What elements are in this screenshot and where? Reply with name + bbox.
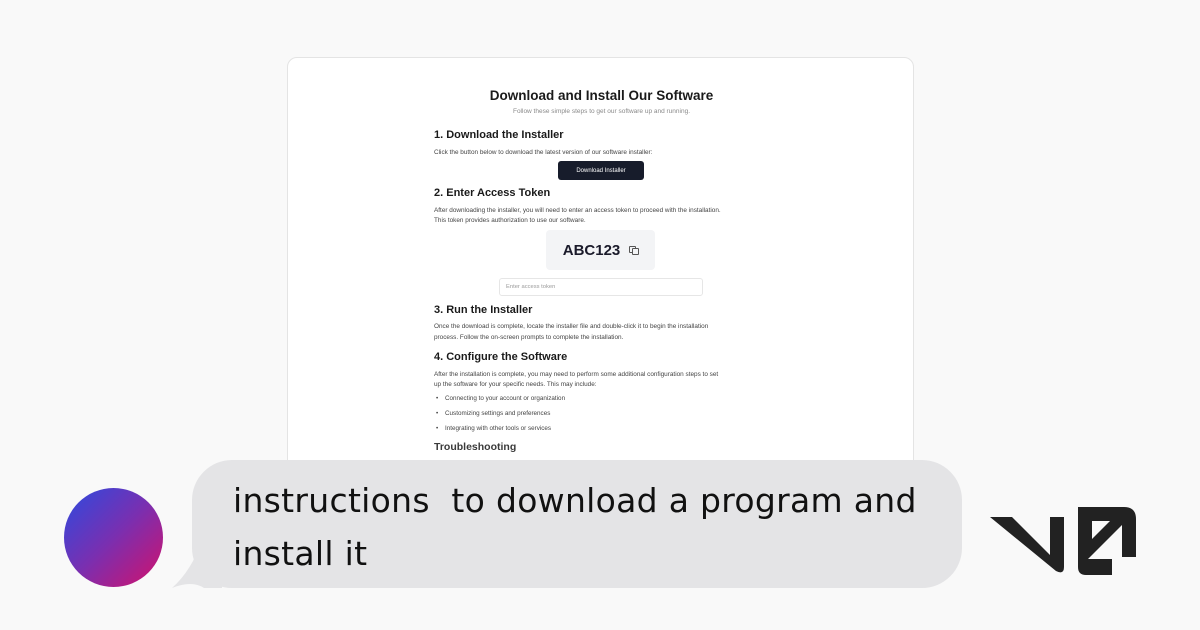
step-2-text-line2: This token provides authorization to use our software.: [434, 217, 586, 224]
step-4-text-line2: up the software for your specific needs. This may include:: [434, 381, 597, 388]
step-3-text-line2: process. Follow the on-screen prompts to complete the installation.: [434, 334, 624, 341]
step-3-text-line1: Once the download is complete, locate the installer file and double-click it to begin the installation: [434, 323, 709, 330]
list-item: • Customizing settings and preferences: [434, 409, 565, 424]
page-title: Download and Install Our Software: [489, 88, 714, 103]
access-token-value: ABC123: [562, 241, 621, 259]
step-1-text: Click the button below to download the latest version of our software installer:: [434, 149, 653, 156]
access-token-display: [546, 230, 655, 270]
user-avatar: [64, 488, 163, 587]
v0-logo-icon: [990, 507, 1136, 577]
copy-icon[interactable]: [629, 246, 638, 255]
access-token-input[interactable]: [499, 278, 703, 296]
step-4-text-line1: After the installation is complete, you may need to perform some additional configuration steps to set: [434, 371, 719, 378]
chat-message: [233, 474, 953, 580]
chat-message-line-1: instructions to download a program and: [233, 481, 917, 520]
troubleshooting-heading: Troubleshooting: [434, 441, 517, 453]
list-item: • Integrating with other tools or services: [434, 424, 565, 439]
page-subtitle: Follow these simple steps to get our software up and running.: [512, 108, 691, 115]
step-4-heading: 4. Configure the Software: [434, 351, 568, 363]
download-installer-button[interactable]: Download Installer: [558, 161, 644, 180]
installer-page-card: [287, 57, 914, 477]
list-item: • Connecting to your account or organization: [434, 394, 565, 409]
step-2-text-line1: After downloading the installer, you will need to enter an access token to proceed with the installation.: [434, 207, 721, 214]
step-3-heading: 3. Run the Installer: [434, 304, 533, 316]
configuration-list: [434, 394, 565, 438]
step-1-heading: 1. Download the Installer: [434, 129, 564, 141]
chat-message-line-2: install it: [233, 534, 368, 573]
step-2-heading: 2. Enter Access Token: [434, 187, 551, 199]
